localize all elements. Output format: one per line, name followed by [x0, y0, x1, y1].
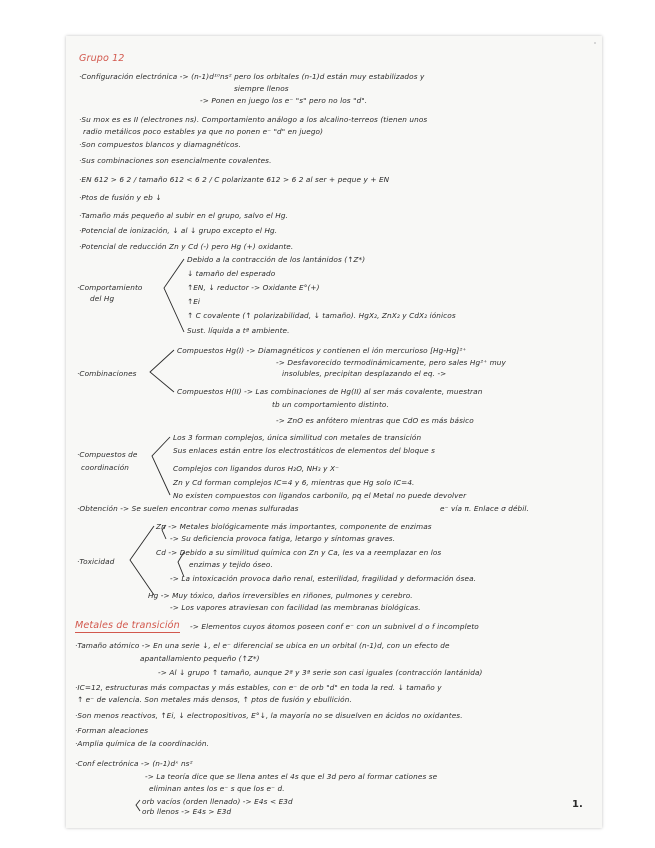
note-line: ·Forman aleaciones — [75, 726, 149, 735]
note-line: Zn y Cd forman complejos IC=4 y 6, mientras que Hg solo IC=4. — [173, 478, 415, 487]
page-number: 1. — [572, 799, 583, 810]
heading-metales-transicion: Metales de transición — [75, 620, 180, 631]
note-line: ·Son compuestos blancos y diamagnéticos. — [79, 140, 241, 149]
note-line: ·Su mox es es II (electrones ns). Comportamiento análogo a los alcalino-terreos (tienen unos — [79, 115, 428, 124]
note-line: orb vacíos (orden llenado) -> E4s < E3d — [142, 797, 293, 806]
note-line: Complejos con ligandos duros H₂O, NH₃ y X⁻ — [173, 464, 340, 473]
note-line: -> La teoría dice que se llena antes el 4s que el 3d pero al formar cationes se — [145, 772, 438, 781]
bracket-strokes — [66, 36, 602, 828]
note-line: ·IC=12, estructuras más compactas y más estables, con e⁻ de orb "d" en toda la red. ↓ tamaño y — [75, 683, 442, 692]
note-line: ↑ e⁻ de valencia. Son metales más densos, ↑ ptos de fusión y ebullición. — [77, 695, 352, 704]
brace-combinaciones — [150, 350, 174, 392]
note-line: ·Conf electrónica -> (n-1)dˣ ns² — [75, 759, 193, 768]
section-label: ·Comportamiento — [77, 283, 143, 292]
note-line: -> Ponen en juego los e⁻ "s" pero no los "d". — [200, 96, 368, 105]
note-line: -> Elementos cuyos átomos poseen conf e⁻ con un subnivel d o f incompleto — [190, 622, 479, 631]
note-line: Sus enlaces están entre los electrostáticos de elementos del bloque s — [173, 446, 436, 455]
note-line: insolubles, precipitan desplazando el eq. -> — [282, 369, 447, 378]
note-line: -> Su deficiencia provoca fatiga, letargo y síntomas graves. — [170, 534, 396, 543]
section-label: ·Toxicidad — [77, 557, 115, 566]
note-line: Zn -> Metales biológicamente más importantes, componente de enzimas — [156, 522, 432, 531]
note-line: ·Configuración electrónica -> (n-1)d¹⁰ns² pero los orbitales (n-1)d están muy estabilizados y — [79, 72, 425, 81]
page-hole-mark — [594, 42, 596, 44]
note-line: ·Obtención -> Se suelen encontrar como menas sulfuradas — [77, 504, 299, 513]
note-line: ·EN 612 > 6 2 / tamaño 612 < 6 2 / C polarizante 612 > 6 2 al ser + peque y + EN — [79, 175, 390, 184]
note-line: Compuestos H(II) -> Las combinaciones de Hg(II) al ser más covalente, muestran — [177, 387, 483, 396]
note-line: ·Sus combinaciones son esencialmente covalentes. — [79, 156, 272, 165]
note-line: Sust. líquida a tª ambiente. — [187, 326, 290, 335]
note-line: ·Amplia química de la coordinación. — [75, 739, 210, 748]
note-line: -> Desfavorecido termodinámicamente, pero sales Hg²⁺ muy — [276, 358, 506, 367]
note-line: No existen compuestos con ligandos carbonilo, pq el Metal no puede devolver — [173, 491, 467, 500]
note-line: siempre llenos — [234, 84, 289, 93]
note-line: ·Ptos de fusión y eb ↓ — [79, 193, 162, 202]
note-line: eliminan antes los e⁻ s que los e⁻ d. — [149, 784, 285, 793]
note-line: -> Al ↓ grupo ↑ tamaño, aunque 2ª y 3ª serie son casi iguales (contracción lantánida) — [158, 668, 483, 677]
brace-coordinacion — [152, 437, 170, 495]
note-line: ·Tamaño atómico -> En una serie ↓, el e⁻ diferencial se ubica en un orbital (n-1)d, con un efecto de — [75, 641, 450, 650]
note-line: Debido a la contracción de los lantánidos (↑Z*) — [187, 255, 366, 264]
note-line: ↑Ei — [187, 297, 201, 306]
note-line: ·Son menos reactivos, ↑Ei, ↓ electropositivos, E°↓, la mayoría no se disuelven en ácidos no oxidantes. — [75, 711, 463, 720]
note-line: enzimas y tejido óseo. — [189, 560, 273, 569]
note-line: Compuestos Hg(I) -> Diamagnéticos y contienen el ión mercurioso [Hg-Hg]²⁺ — [177, 346, 467, 355]
section-label: coordinación — [81, 463, 130, 472]
brace-comportamiento — [164, 259, 184, 332]
note-line: apantallamiento pequeño (↑Z*) — [140, 654, 260, 663]
section-label: ·Combinaciones — [77, 369, 137, 378]
note-line: ↑ C covalente (↑ polarizabilidad, ↓ tamaño). HgX₂, ZnX₂ y CdX₂ iónicos — [187, 311, 456, 320]
section-label: ·Compuestos de — [77, 450, 138, 459]
note-line: ·Potencial de ionización, ↓ al ↓ grupo excepto el Hg. — [79, 226, 278, 235]
note-line: -> ZnO es anfótero mientras que CdO es más básico — [276, 416, 474, 425]
note-line: -> La intoxicación provoca daño renal, esterilidad, fragilidad y deformación ósea. — [170, 574, 477, 583]
note-line: orb llenos -> E4s > E3d — [142, 807, 232, 816]
note-line: Cd -> Debido a su similitud química con Zn y Ca, les va a reemplazar en los — [156, 548, 442, 557]
notebook-page — [66, 36, 602, 828]
note-line: ·Tamaño más pequeño al subir en el grupo, salvo el Hg. — [79, 211, 289, 220]
note-line: e⁻ vía π. Enlace σ débil. — [440, 504, 529, 513]
note-line: ·Potencial de reducción Zn y Cd (-) pero Hg (+) oxidante. — [79, 242, 294, 251]
note-line: Los 3 forman complejos, única similitud con metales de transición — [173, 433, 422, 442]
note-line: tb un comportamiento distinto. — [272, 400, 389, 409]
brace-toxicidad — [130, 526, 154, 595]
note-line: -> Los vapores atraviesan con facilidad las membranas biológicas. — [170, 603, 421, 612]
heading-grupo-12: Grupo 12 — [79, 53, 125, 64]
note-line: ↑EN, ↓ reductor -> Oxidante E°(+) — [187, 283, 320, 292]
note-line: radio metálicos poco estables ya que no ponen e⁻ "d" en juego) — [83, 127, 324, 136]
note-line: ↓ tamaño del esperado — [187, 269, 276, 278]
note-line: Hg -> Muy tóxico, daños irreversibles en riñones, pulmones y cerebro. — [148, 591, 413, 600]
section-label: del Hg — [90, 294, 115, 303]
brace-conf-orbitales — [136, 800, 140, 811]
